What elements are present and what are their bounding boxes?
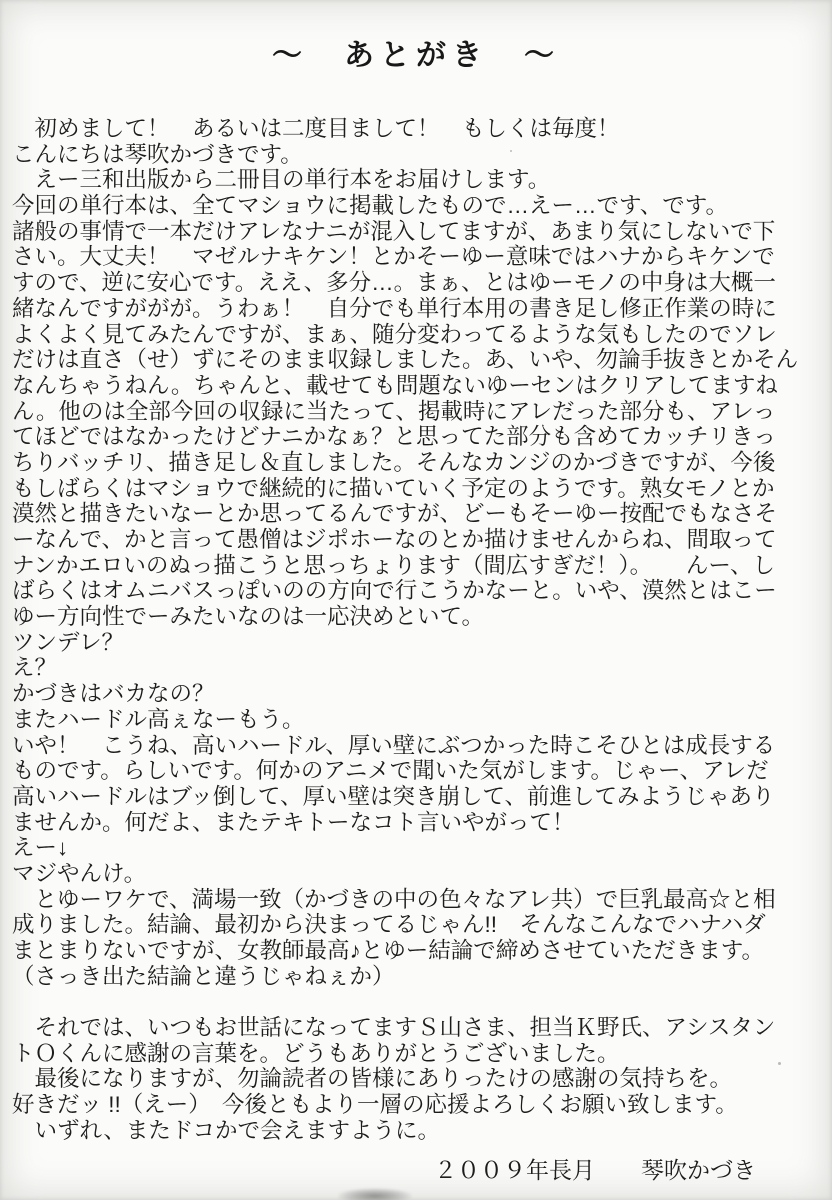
- afterword-line: さい。大丈夫！ マゼルナキケン！とかそーゆー意味ではハナからキケンで: [12, 244, 775, 270]
- afterword-line: それでは、いつもお世話になってますＳ山さま、担当Ｋ野氏、アシスタン: [12, 1015, 776, 1041]
- afterword-line: かづきはバカなの？: [12, 681, 215, 707]
- afterword-line: だけは直さ（せ）ずにそのまま収録しました。あ、いや、勿論手抜きとかそん: [12, 347, 799, 373]
- afterword-line: ばらくはオムニバスっぽいのの方向で行こうかなーと。いや、漠然とはこー: [12, 578, 777, 604]
- afterword-body: [12, 116, 830, 1144]
- afterword-line: ツンデレ？: [12, 629, 125, 655]
- afterword-line: まとまりないですが、女教師最高♪とゆー結論で締めさせていただきます。: [12, 938, 764, 963]
- afterword-line: ゆー方向性でーみたいなのは一応決めといて。: [12, 604, 485, 630]
- afterword-line: えー↓: [12, 835, 69, 861]
- afterword-line: ナンかエロいのぬっ描こうと思っちょります（間広すぎだ！）。 んー、し: [12, 552, 775, 578]
- afterword-line: え？: [12, 655, 58, 681]
- afterword-line: 成りました。結論、最初から決まってるじゃん!! そんなこんなでハナハダ: [12, 912, 766, 938]
- afterword-line: とゆーワケで、満場一致（かづきの中の色々なアレ共）で巨乳最高☆と相: [12, 886, 776, 912]
- afterword-line: こんにちは琴吹かづきです。: [12, 141, 303, 167]
- scan-speck: [778, 1062, 781, 1065]
- afterword-line: 高いハードルはブッ倒して、厚い壁は突き崩して、前進してみようじゃあり: [12, 783, 775, 809]
- afterword-line: いや！ こうね、高いハードル、厚い壁にぶつかった時こそひとは成長する: [12, 732, 776, 758]
- afterword-line: てほどではなかったけどナニかなぁ？と思ってた部分も含めてカッチリきっ: [12, 424, 776, 450]
- colophon-date-author: ２００９年長月 琴吹かづき: [434, 1157, 756, 1183]
- afterword-line: ませんか。何だよ、またテキトーなコト言いやがって！: [12, 809, 575, 835]
- afterword-line: いずれ、またドコかで会えますように。: [12, 1117, 440, 1143]
- scan-smudge: [338, 1188, 412, 1200]
- afterword-line: またハードル高ぇなーもう。: [12, 706, 305, 732]
- afterword-line: 諸般の事情で一本だけアレなナニが混入してますが、あまり気にしないで下: [12, 218, 776, 244]
- afterword-line: もしばらくはマショウで継続的に描いていく予定のようです。熟女モノとか: [12, 475, 775, 501]
- afterword-line: なんちゃうねん。ちゃんと、載せても問題ないゆーセンはクリアしてますね: [12, 372, 778, 398]
- scan-speck: [510, 150, 512, 152]
- afterword-line: 漠然と描きたいなーとか思ってるんですが、どーもそーゆー按配でもなさそ: [12, 501, 778, 527]
- afterword-line-blank: [12, 989, 830, 1015]
- afterword-line: 緒なんですががが。うわぁ！ 自分でも単行本用の書き足し修正作業の時に: [12, 295, 777, 321]
- afterword-line: マジやんけ。: [12, 860, 147, 886]
- afterword-line: ちりバッチリ、描き足し＆直しました。そんなカンジのかづきですが、今後: [12, 449, 776, 475]
- afterword-line: 好きだッ !!（えー） 今後ともより一層の応援よろしくお願い致します。: [12, 1092, 738, 1118]
- afterword-line: 最後になりますが、勿論読者の皆様にありったけの感謝の気持ちを。: [12, 1066, 733, 1092]
- afterword-line: （さっき出た結論と違うじゃねぇか）: [12, 963, 395, 989]
- afterword-line: トＯくんに感謝の言葉を。どうもありがとうございました。: [12, 1040, 620, 1066]
- afterword-line: 今回の単行本は、全てマショウに掲載したもので…えー…です、です。: [12, 193, 728, 219]
- afterword-line: すので、逆に安心です。ええ、多分…。まぁ、とはゆーモノの中身は大概一: [12, 270, 776, 296]
- page-title: ～ あとがき ～: [272, 38, 560, 73]
- afterword-line: ものです。らしいです。何かのアニメで聞いた気がします。じゃー、アレだ: [12, 758, 769, 784]
- afterword-line: 初めまして！ あるいは二度目まして！ もしくは毎度！: [12, 116, 620, 141]
- afterword-line: よくよく見てみたんですが、まぁ、随分変わってるような気もしたのでソレ: [12, 321, 777, 347]
- afterword-line: ん。他のは全部今回の収録に当たって、掲載時にアレだった部分も、アレっ: [12, 398, 776, 424]
- afterword-line: えー三和出版から二冊目の単行本をお届けします。: [12, 167, 551, 193]
- afterword-line: ーなんで、かと言って愚僧はジポホーなのとか描けませんからね、間取って: [12, 527, 777, 552]
